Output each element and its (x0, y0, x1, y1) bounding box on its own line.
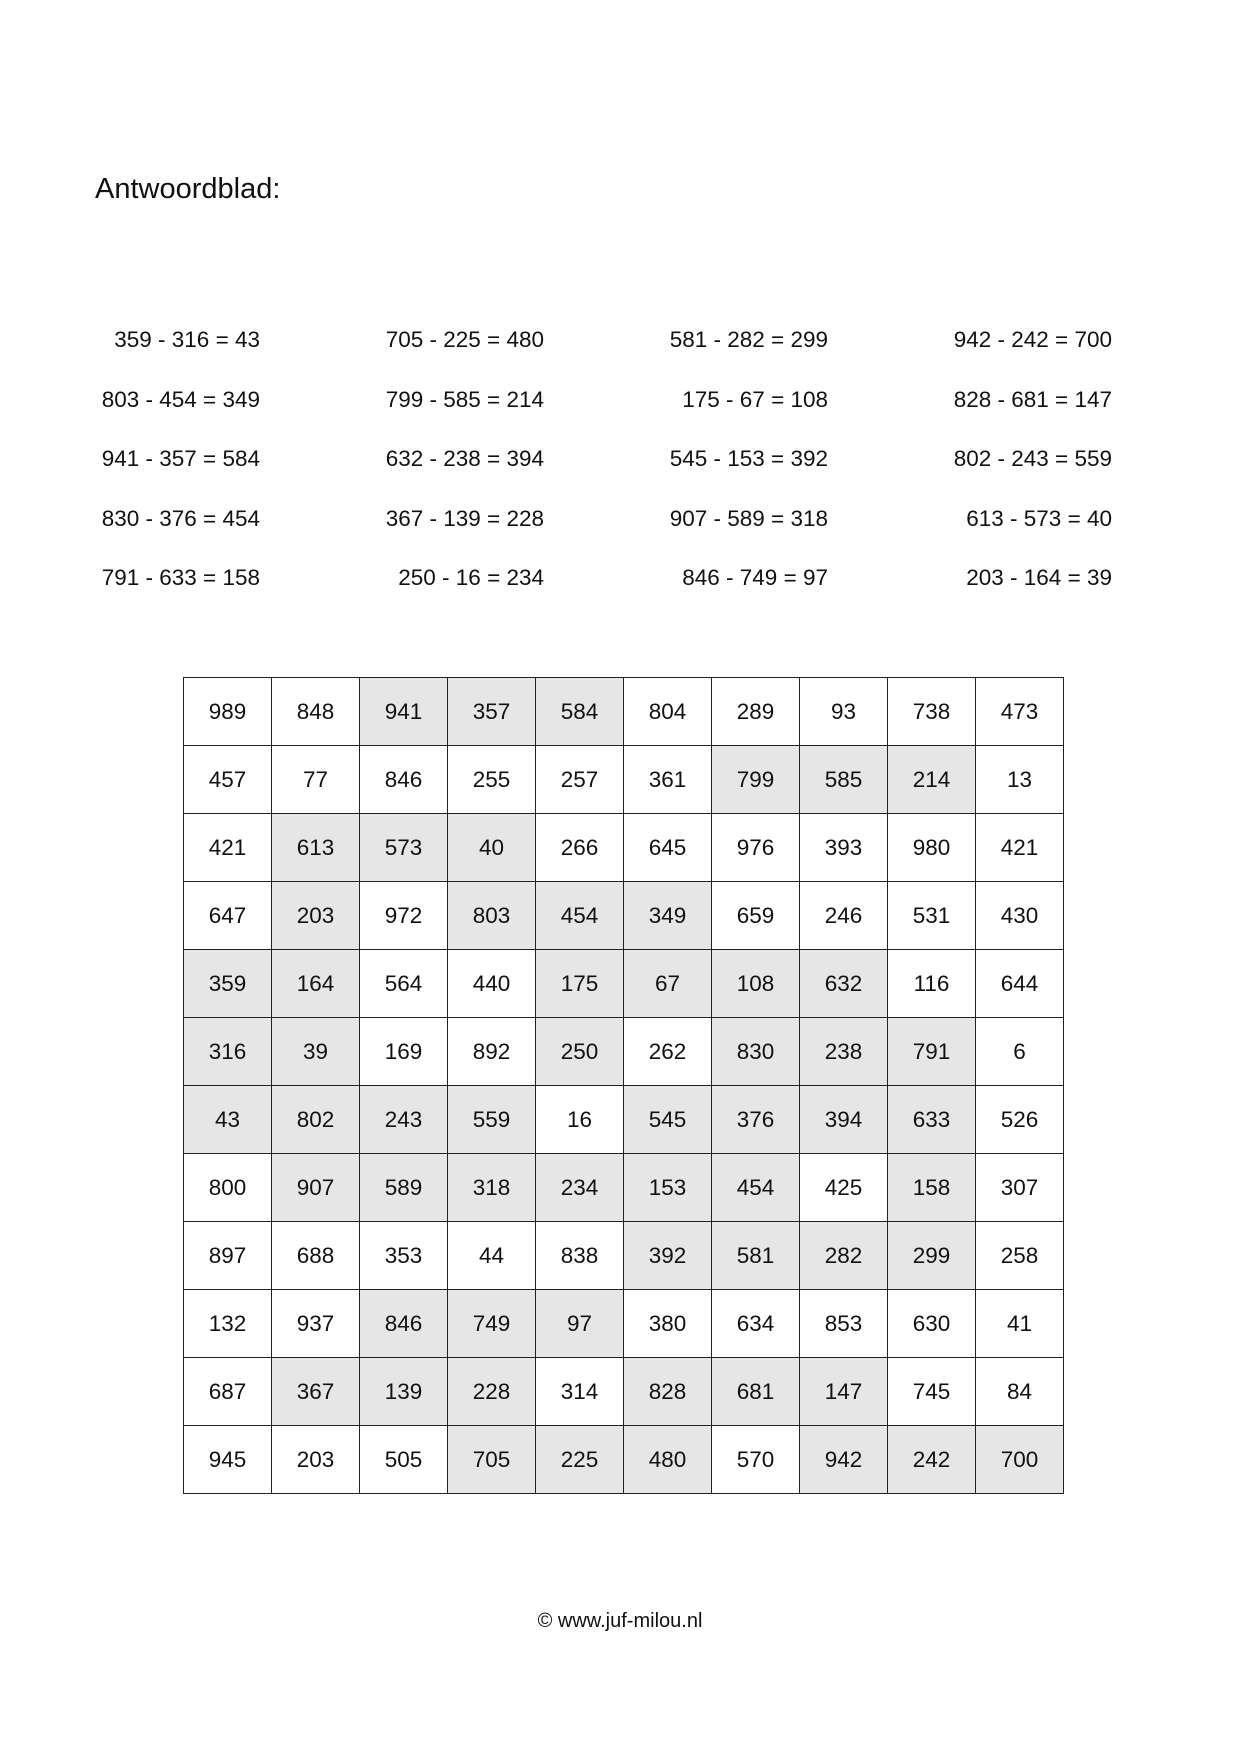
grid-cell: 559 (448, 1086, 536, 1154)
grid-cell: 250 (536, 1018, 624, 1086)
grid-cell: 353 (360, 1222, 448, 1290)
grid-cell: 116 (888, 950, 976, 1018)
grid-cell: 234 (536, 1154, 624, 1222)
grid-cell: 153 (624, 1154, 712, 1222)
grid-cell: 632 (800, 950, 888, 1018)
grid-cell: 139 (360, 1358, 448, 1426)
grid-row (184, 882, 1064, 950)
grid-cell: 802 (272, 1086, 360, 1154)
equation: 799 - 585 = 214 (385, 386, 544, 412)
grid-cell: 225 (536, 1426, 624, 1494)
equation: 791 - 633 = 158 (101, 565, 260, 590)
grid-cell: 243 (360, 1086, 448, 1154)
equation: 581 - 282 = 299 (669, 327, 828, 352)
grid-cell: 257 (536, 746, 624, 814)
grid-cell: 647 (184, 882, 272, 950)
grid-cell: 440 (448, 950, 536, 1018)
grid-cell: 570 (712, 1426, 800, 1494)
grid-cell: 132 (184, 1290, 272, 1358)
grid-cell: 307 (976, 1154, 1064, 1222)
grid-cell: 44 (448, 1222, 536, 1290)
grid-cell: 392 (624, 1222, 712, 1290)
grid-cell: 803 (448, 882, 536, 950)
number-grid (183, 677, 1064, 1494)
grid-row (184, 1086, 1064, 1154)
grid-cell: 645 (624, 814, 712, 882)
grid-cell: 613 (272, 814, 360, 882)
grid-cell: 454 (712, 1154, 800, 1222)
grid-cell: 853 (800, 1290, 888, 1358)
grid-cell: 473 (976, 678, 1064, 746)
grid-cell: 41 (976, 1290, 1064, 1358)
equation: 613 - 573 = 40 (966, 505, 1112, 531)
grid-cell: 164 (272, 950, 360, 1018)
copyright-footer: © www.juf-milou.nl (537, 1610, 703, 1632)
equation: 941 - 357 = 584 (101, 446, 260, 471)
page-title: Antwoordblad: (95, 173, 281, 205)
grid-cell: 318 (448, 1154, 536, 1222)
equation: 545 - 153 = 392 (669, 446, 828, 471)
grid-cell: 738 (888, 678, 976, 746)
equation: 942 - 242 = 700 (953, 327, 1112, 352)
equation: 367 - 139 = 228 (385, 505, 544, 531)
grid-cell: 367 (272, 1358, 360, 1426)
grid-cell: 976 (712, 814, 800, 882)
grid-cell: 175 (536, 950, 624, 1018)
grid-cell: 585 (800, 746, 888, 814)
grid-cell: 228 (448, 1358, 536, 1426)
grid-cell: 573 (360, 814, 448, 882)
grid-cell: 266 (536, 814, 624, 882)
grid-row (184, 950, 1064, 1018)
grid-cell: 848 (272, 678, 360, 746)
grid-cell: 43 (184, 1086, 272, 1154)
grid-cell: 314 (536, 1358, 624, 1426)
grid-cell: 644 (976, 950, 1064, 1018)
number-grid-body (184, 678, 1064, 1494)
grid-cell: 545 (624, 1086, 712, 1154)
grid-cell: 376 (712, 1086, 800, 1154)
grid-cell: 972 (360, 882, 448, 950)
grid-cell: 6 (976, 1018, 1064, 1086)
grid-cell: 505 (360, 1426, 448, 1494)
grid-cell: 457 (184, 746, 272, 814)
grid-cell: 454 (536, 882, 624, 950)
grid-cell: 989 (184, 678, 272, 746)
grid-cell: 800 (184, 1154, 272, 1222)
grid-row (184, 1290, 1064, 1358)
grid-cell: 564 (360, 950, 448, 1018)
grid-cell: 937 (272, 1290, 360, 1358)
equation: 203 - 164 = 39 (966, 565, 1112, 590)
grid-cell: 892 (448, 1018, 536, 1086)
grid-cell: 749 (448, 1290, 536, 1358)
equation: 830 - 376 = 454 (101, 505, 260, 531)
grid-cell: 16 (536, 1086, 624, 1154)
grid-cell: 830 (712, 1018, 800, 1086)
grid-cell: 238 (800, 1018, 888, 1086)
equation: 907 - 589 = 318 (669, 505, 828, 531)
grid-cell: 97 (536, 1290, 624, 1358)
grid-cell: 316 (184, 1018, 272, 1086)
grid-cell: 705 (448, 1426, 536, 1494)
grid-cell: 980 (888, 814, 976, 882)
grid-cell: 425 (800, 1154, 888, 1222)
grid-row (184, 1018, 1064, 1086)
grid-cell: 258 (976, 1222, 1064, 1290)
grid-cell: 942 (800, 1426, 888, 1494)
equation: 802 - 243 = 559 (953, 446, 1112, 471)
grid-cell: 480 (624, 1426, 712, 1494)
grid-cell: 361 (624, 746, 712, 814)
equation: 359 - 316 = 43 (114, 327, 260, 352)
grid-row (184, 746, 1064, 814)
grid-cell: 108 (712, 950, 800, 1018)
grid-cell: 299 (888, 1222, 976, 1290)
equation-list (95, 323, 1115, 595)
grid-cell: 393 (800, 814, 888, 882)
grid-cell: 584 (536, 678, 624, 746)
grid-cell: 158 (888, 1154, 976, 1222)
grid-cell: 282 (800, 1222, 888, 1290)
grid-row (184, 678, 1064, 746)
grid-cell: 262 (624, 1018, 712, 1086)
grid-cell: 589 (360, 1154, 448, 1222)
grid-cell: 84 (976, 1358, 1064, 1426)
grid-cell: 77 (272, 746, 360, 814)
grid-cell: 526 (976, 1086, 1064, 1154)
equation: 705 - 225 = 480 (385, 327, 544, 352)
grid-cell: 430 (976, 882, 1064, 950)
grid-cell: 681 (712, 1358, 800, 1426)
grid-cell: 147 (800, 1358, 888, 1426)
grid-cell: 203 (272, 1426, 360, 1494)
grid-cell: 242 (888, 1426, 976, 1494)
grid-cell: 791 (888, 1018, 976, 1086)
grid-cell: 357 (448, 678, 536, 746)
equation: 175 - 67 = 108 (682, 386, 828, 412)
grid-cell: 945 (184, 1426, 272, 1494)
grid-cell: 828 (624, 1358, 712, 1426)
grid-cell: 421 (976, 814, 1064, 882)
grid-cell: 289 (712, 678, 800, 746)
grid-cell: 421 (184, 814, 272, 882)
grid-cell: 380 (624, 1290, 712, 1358)
grid-cell: 531 (888, 882, 976, 950)
grid-cell: 846 (360, 1290, 448, 1358)
equation: 846 - 749 = 97 (682, 565, 828, 590)
grid-row (184, 1222, 1064, 1290)
grid-cell: 745 (888, 1358, 976, 1426)
grid-row (184, 1426, 1064, 1494)
equation: 803 - 454 = 349 (101, 386, 260, 412)
grid-cell: 39 (272, 1018, 360, 1086)
grid-cell: 838 (536, 1222, 624, 1290)
grid-cell: 907 (272, 1154, 360, 1222)
equation: 828 - 681 = 147 (953, 386, 1112, 412)
grid-cell: 897 (184, 1222, 272, 1290)
equation: 632 - 238 = 394 (385, 446, 544, 471)
grid-row (184, 814, 1064, 882)
grid-cell: 804 (624, 678, 712, 746)
grid-cell: 941 (360, 678, 448, 746)
grid-cell: 169 (360, 1018, 448, 1086)
grid-cell: 349 (624, 882, 712, 950)
grid-cell: 93 (800, 678, 888, 746)
grid-cell: 67 (624, 950, 712, 1018)
grid-row (184, 1358, 1064, 1426)
grid-cell: 688 (272, 1222, 360, 1290)
grid-cell: 246 (800, 882, 888, 950)
equation: 250 - 16 = 234 (398, 565, 544, 590)
grid-cell: 687 (184, 1358, 272, 1426)
grid-cell: 634 (712, 1290, 800, 1358)
grid-cell: 799 (712, 746, 800, 814)
grid-cell: 13 (976, 746, 1064, 814)
grid-cell: 633 (888, 1086, 976, 1154)
grid-cell: 203 (272, 882, 360, 950)
grid-cell: 359 (184, 950, 272, 1018)
grid-cell: 214 (888, 746, 976, 814)
grid-cell: 846 (360, 746, 448, 814)
grid-cell: 630 (888, 1290, 976, 1358)
grid-row (184, 1154, 1064, 1222)
grid-cell: 700 (976, 1426, 1064, 1494)
grid-cell: 394 (800, 1086, 888, 1154)
grid-cell: 40 (448, 814, 536, 882)
grid-cell: 255 (448, 746, 536, 814)
grid-cell: 659 (712, 882, 800, 950)
grid-cell: 581 (712, 1222, 800, 1290)
